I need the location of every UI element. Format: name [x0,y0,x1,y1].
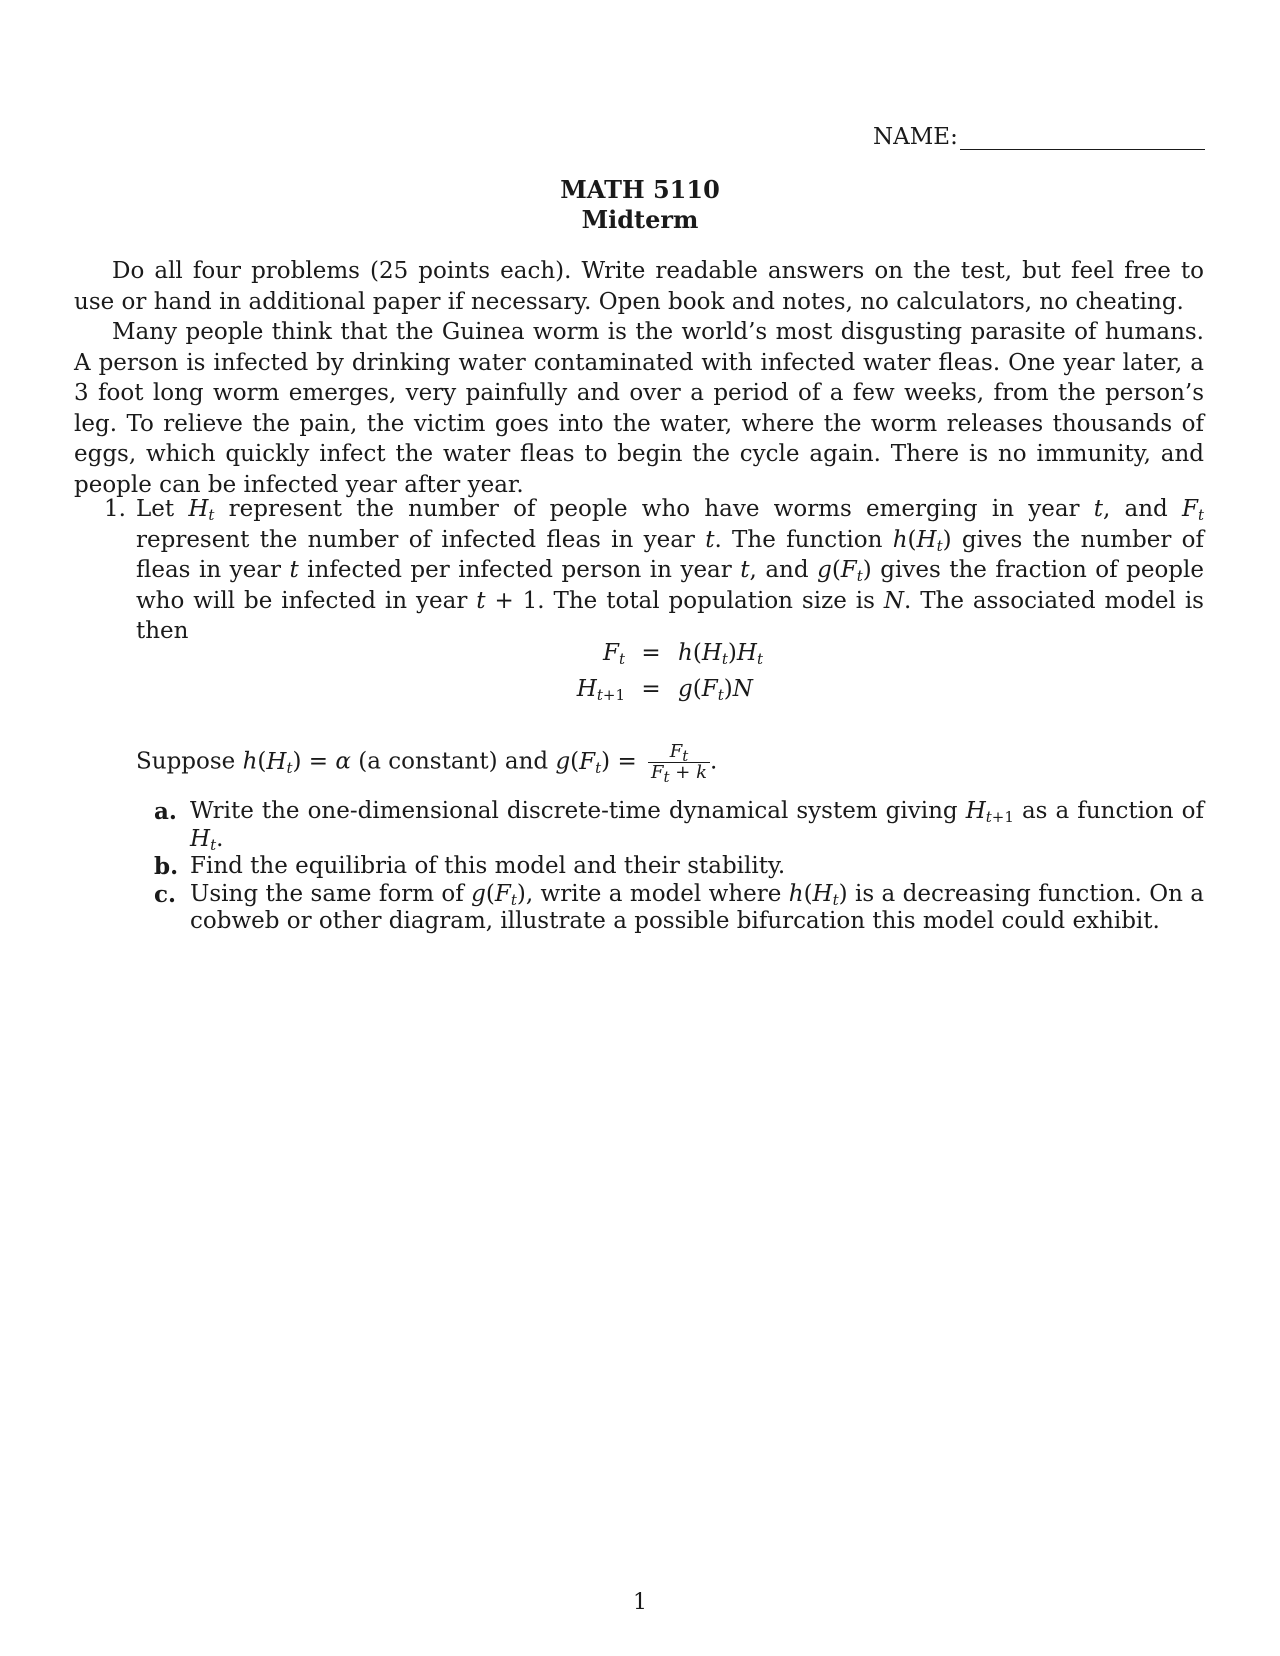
name-label: NAME: [873,124,958,150]
instructions [74,256,1204,500]
fraction: $\frac{F_t}{F_t + k}$ [648,742,710,783]
subpart-b: b. Find the equilibria of this model and their stability. [154,853,786,880]
course-title: MATH 5110 [560,175,720,204]
problem-number: 1. [104,496,126,522]
exam-title [0,175,1280,235]
name-blank-line [960,125,1205,150]
problem-1-subparts [136,798,1204,936]
equation-2-rhs: $g(F_t)N$ [678,676,753,704]
equation-1-equals: = [641,640,661,666]
equation-1-rhs: $h(H_t)H_t$ [678,640,763,668]
exam-subtitle: Midterm [581,205,699,234]
equation-2-equals: = [641,676,661,702]
problem-1 [74,494,1204,647]
problem-statement: Let $H_t$ represent the number of people who have worms emerging in year t, and $F_t$ represent the number of infected fleas in year t. The function $h(H_t)$ gives the number of fleas in year t infected per infected person in year t, and $g(F_t)$ gives the fraction of people who will be infected in year t + 1. The total population size is N. The associated model is then [136,496,1204,644]
subpart-c: c. Using the same form of $g(F_t)$, write a model where $h(H_t)$ is a decreasing function. On a cobweb or other diagram, illustrate a possible bifurcation this model could exhibit. [154,880,1204,934]
equation-2-lhs: $H_{t+1}$ [576,676,625,704]
guinea-worm-paragraph: Many people think that the Guinea worm is the world’s most disgusting parasite of humans. A person is infected by drinking water contaminated with infected water fleas. One year later, a 3 foot long worm emerges, very painfully and over a period of a few weeks, from the person’s leg. To relieve the pain, the victim goes into the water, where the worm releases thousands of eggs, which quickly infect the water fleas to begin the cycle again. There is no immunity, and people can be infected year after year. [74,319,1204,498]
assumption-line: Suppose $h(H_t) = \alpha$ (a constant) and $g(F_t)$ = $\frac{F_t}{F_t + k}$ . [136,741,718,786]
page-number: 1 [633,1590,647,1615]
equation-1-lhs: $F_t$ [603,640,625,668]
subpart-a: a. Write the one-dimensional discrete-time dynamical system giving $H_{t+1}$ as a function of $H_t$. [154,798,1204,854]
instructions-paragraph: Do all four problems (25 points each). Write readable answers on the test, but feel free to use or hand in additional paper if necessary. Open book and notes, no calculators, no cheating. [74,258,1204,315]
name-field [873,124,1205,150]
